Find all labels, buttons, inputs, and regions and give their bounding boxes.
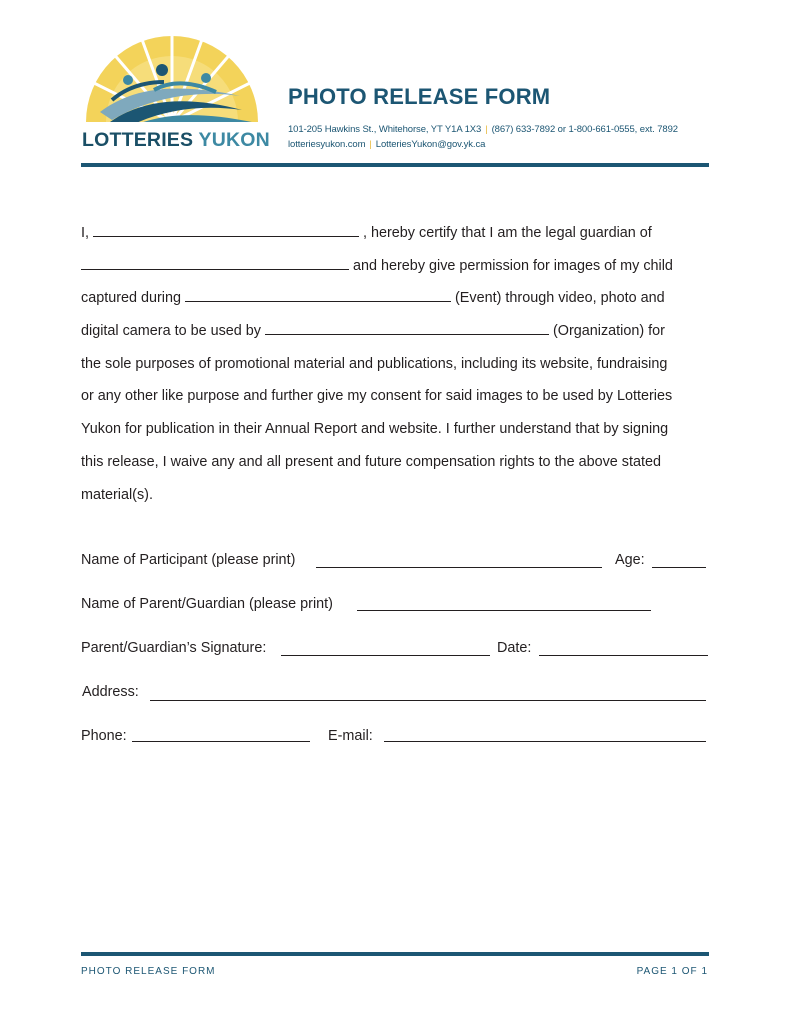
paragraph-line-8: this release, I waive any and all present and future compensation rights to the above stated xyxy=(81,454,661,470)
website-link[interactable]: lotteriesyukon.com xyxy=(288,139,366,150)
phone-text: (867) 633-7892 or 1-800-661-0555, ext. 7892 xyxy=(491,124,678,135)
phone-field[interactable] xyxy=(132,741,310,742)
organization-blank[interactable] xyxy=(265,333,549,335)
paragraph-line-6: or any other like purpose and further give my consent for said images to be used by Lotteries xyxy=(81,388,673,404)
signature-field[interactable] xyxy=(281,655,490,656)
age-label: Age: xyxy=(615,552,645,568)
signature-label: Parent/Guardian’s Signature: xyxy=(81,640,267,656)
contact-line-2 xyxy=(288,139,485,150)
address-label: Address: xyxy=(82,684,139,700)
footer-rule xyxy=(81,952,709,956)
form-title: PHOTO RELEASE FORM xyxy=(288,84,551,109)
paragraph-line-4: digital camera to be used by (Organization) for xyxy=(81,323,665,339)
paragraph-line-3: captured during (Event) through video, photo and xyxy=(81,290,665,306)
guardian-label: Name of Parent/Guardian (please print) xyxy=(81,596,333,612)
paragraph-line-2: and hereby give permission for images of my child xyxy=(81,257,673,275)
age-field[interactable] xyxy=(652,567,706,568)
child-name-blank[interactable] xyxy=(81,268,349,270)
address-field[interactable] xyxy=(150,700,706,701)
paragraph-line-1: I, , hereby certify that I am the legal guardian of xyxy=(81,225,652,241)
footer-title: PHOTO RELEASE FORM xyxy=(81,966,216,977)
brand-wordmark: LOTTERIES YUKON xyxy=(82,129,270,151)
email-link[interactable]: LotteriesYukon@gov.yk.ca xyxy=(375,139,486,150)
guardian-name-blank[interactable] xyxy=(93,235,359,237)
header-rule xyxy=(81,163,709,167)
phone-label: Phone: xyxy=(81,728,127,744)
paragraph-line-7: Yukon for publication in their Annual Report and website. I further understand that by signing xyxy=(81,421,669,437)
sun-people-logo-icon xyxy=(82,30,262,130)
date-field[interactable] xyxy=(539,655,708,656)
separator: | xyxy=(369,139,372,150)
lotteries-yukon-logo xyxy=(82,30,270,155)
paragraph-line-9: material(s). xyxy=(81,487,153,503)
separator: | xyxy=(485,124,488,135)
event-blank[interactable] xyxy=(185,300,451,302)
email-label: E-mail: xyxy=(328,728,373,744)
contact-line-1 xyxy=(288,124,678,135)
participant-name-field[interactable] xyxy=(316,567,602,568)
guardian-name-field[interactable] xyxy=(357,610,651,611)
email-field[interactable] xyxy=(384,741,706,742)
paragraph-line-5: the sole purposes of promotional material and publications, including its website, fundraising xyxy=(81,356,668,372)
page-number: PAGE 1 OF 1 xyxy=(636,966,708,977)
date-label: Date: xyxy=(497,640,532,656)
address-text: 101-205 Hawkins St., Whitehorse, YT Y1A 1X3 xyxy=(288,124,482,135)
participant-label: Name of Participant (please print) xyxy=(81,552,296,568)
